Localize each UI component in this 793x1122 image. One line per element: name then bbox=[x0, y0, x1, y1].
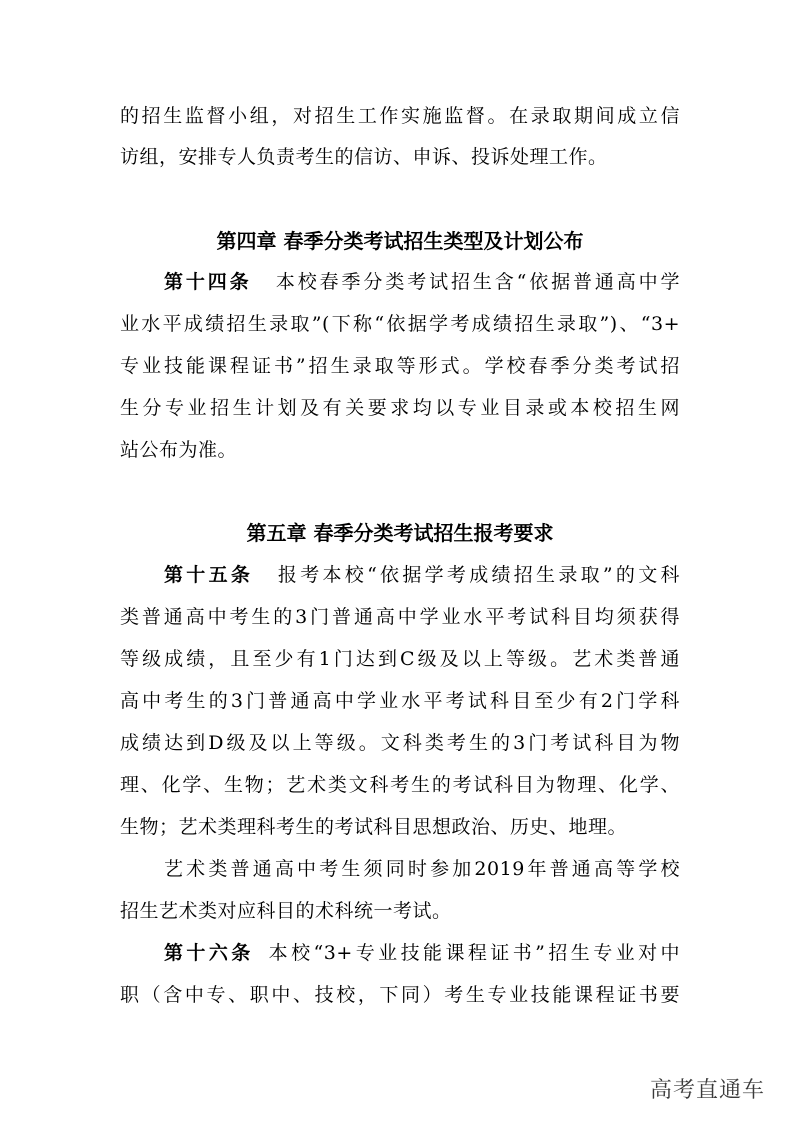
body-line: 高中考生的3门普通高中学业水平考试科目至少有2门学科 bbox=[120, 690, 680, 712]
body-line: 理、化学、生物；艺术类文科考生的考试科目为物理、化学、 bbox=[120, 774, 680, 796]
body-line: 的招生监督小组，对招生工作实施监督。在录取期间成立信 bbox=[120, 105, 680, 127]
article-first-line bbox=[120, 563, 680, 587]
chapter-heading: 第四章 春季分类考试招生类型及计划公布 bbox=[216, 229, 584, 253]
body-line: 招生艺术类对应科目的术科统一考试。 bbox=[120, 900, 452, 922]
body-line: 业水平成绩招生录取”(下称“依据学考成绩招生录取”)、“3+ bbox=[120, 313, 680, 335]
article-first-line bbox=[120, 270, 680, 294]
body-line: 专业技能课程证书”招生录取等形式。学校春季分类考试招 bbox=[120, 355, 680, 377]
watermark-text: 高考直通车 bbox=[649, 1078, 765, 1103]
chapter-heading: 第五章 春季分类考试招生报考要求 bbox=[246, 521, 554, 545]
body-line: 生分专业招生计划及有关要求均以专业目录或本校招生网 bbox=[120, 397, 680, 419]
body-line: 访组，安排专人负责考生的信访、申诉、投诉处理工作。 bbox=[120, 146, 608, 168]
article-first-line bbox=[120, 941, 680, 965]
article-text: 报考本校“依据学考成绩招生录取”的文科 bbox=[275, 564, 680, 586]
body-line: 等级成绩，且至少有1门达到C级及以上等级。艺术类普通 bbox=[120, 648, 680, 670]
body-line: 生物；艺术类理科考生的考试科目思想政治、历史、地理。 bbox=[120, 816, 628, 838]
body-line: 类普通高中考生的3门普通高中学业水平考试科目均须获得 bbox=[120, 606, 680, 628]
body-line: 职（含中专、职中、技校，下同）考生专业技能课程证书要 bbox=[120, 984, 680, 1006]
article-text: 本校春季分类考试招生含“依据普通高中学 bbox=[273, 271, 680, 293]
article-label: 第十四条 bbox=[164, 271, 252, 293]
article-text: 本校“3+专业技能课程证书”招生专业对中 bbox=[265, 942, 680, 964]
article-label: 第十六条 bbox=[164, 942, 254, 964]
body-line: 站公布为准。 bbox=[120, 439, 238, 461]
body-line: 艺术类普通高中考生须同时参加2019年普通高等学校 bbox=[164, 858, 680, 880]
article-label: 第十五条 bbox=[164, 564, 254, 586]
body-line: 成绩达到D级及以上等级。文科类考生的3门考试科目为物 bbox=[120, 732, 680, 754]
